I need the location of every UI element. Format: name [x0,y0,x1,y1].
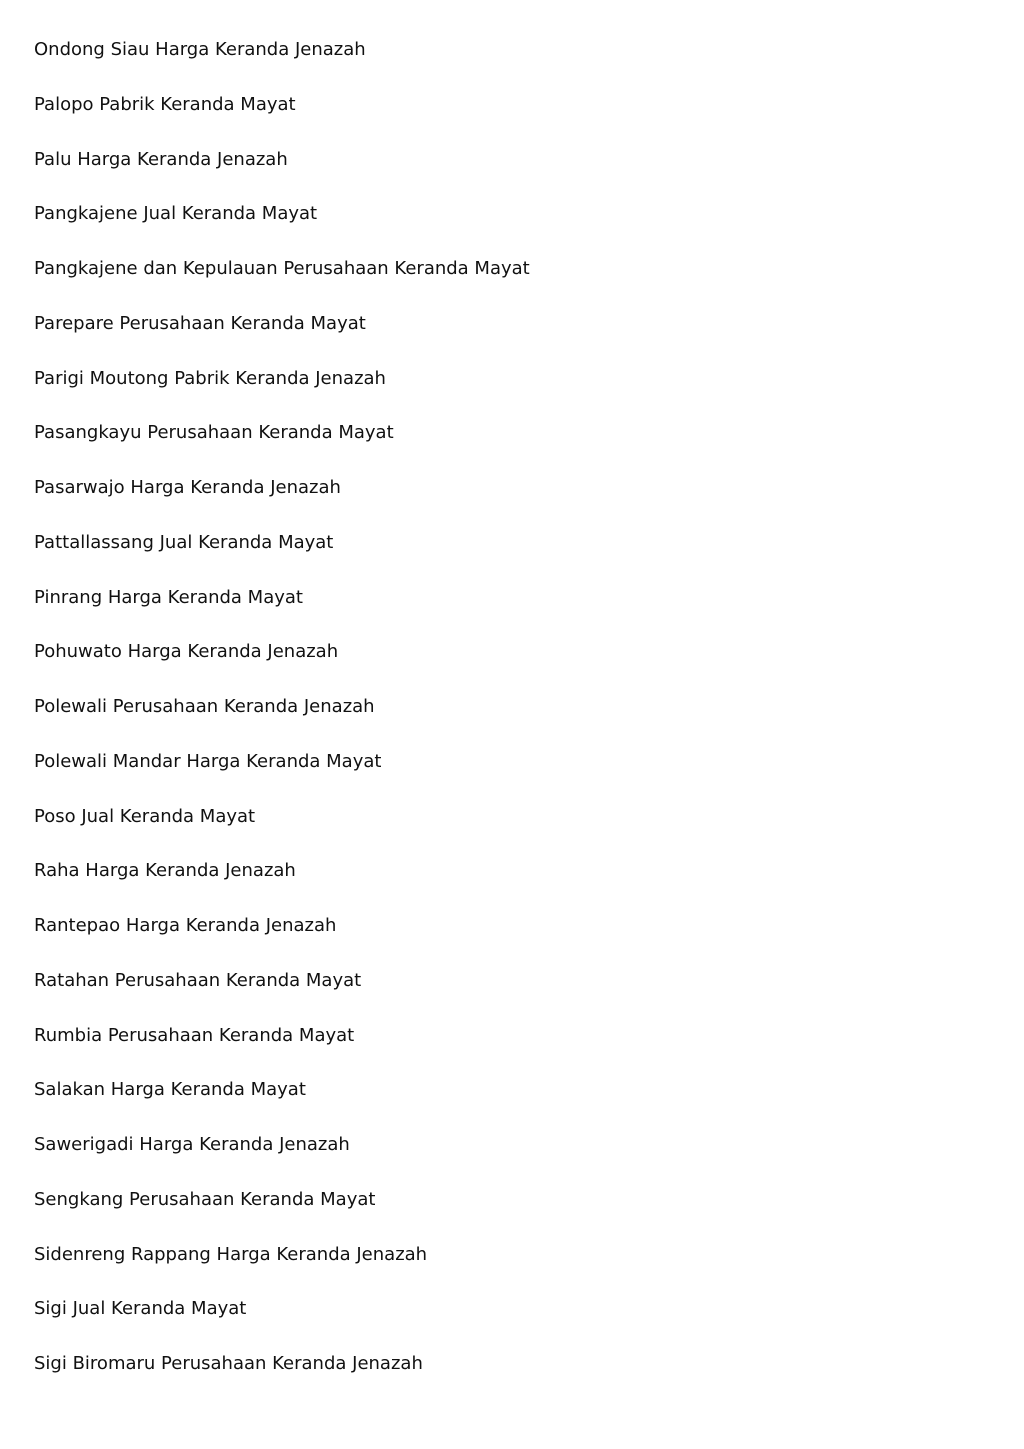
list-item: Pohuwato Harga Keranda Jenazah [34,641,339,663]
list-item: Pinrang Harga Keranda Mayat [34,586,303,608]
list-item: Parigi Moutong Pabrik Keranda Jenazah [34,367,386,389]
list-item: Sawerigadi Harga Keranda Jenazah [34,1134,350,1155]
list-item: Parepare Perusahaan Keranda Mayat [34,312,366,334]
list-item: Pasarwajo Harga Keranda Jenazah [34,477,341,498]
list-item: Pangkajene dan Kepulauan Perusahaan Keranda Mayat [34,258,530,279]
list-item: Salakan Harga Keranda Mayat [34,1079,306,1101]
list-item: Sigi Biromaru Perusahaan Keranda Jenazah [34,1353,423,1374]
text-list [34,36,530,1405]
list-item: Pangkajene Jual Keranda Mayat [34,203,318,225]
list-item: Ratahan Perusahaan Keranda Mayat [34,969,362,991]
list-item: Polewali Perusahaan Keranda Jenazah [34,696,375,717]
list-item: Sidenreng Rappang Harga Keranda Jenazah [34,1243,428,1265]
list-item: Raha Harga Keranda Jenazah [34,860,296,882]
list-item: Palu Harga Keranda Jenazah [34,148,288,170]
list-item: Polewali Mandar Harga Keranda Mayat [34,750,382,772]
list-item: Palopo Pabrik Keranda Mayat [34,93,296,115]
list-item: Rumbia Perusahaan Keranda Mayat [34,1024,355,1046]
list-item: Pasangkayu Perusahaan Keranda Mayat [34,422,394,444]
list-item: Sengkang Perusahaan Keranda Mayat [34,1188,376,1210]
list-item: Pattallassang Jual Keranda Mayat [34,531,334,553]
list-item: Rantepao Harga Keranda Jenazah [34,915,337,936]
list-item: Poso Jual Keranda Mayat [34,805,256,827]
list-item: Ondong Siau Harga Keranda Jenazah [34,39,366,60]
list-item: Sigi Jual Keranda Mayat [34,1298,247,1320]
